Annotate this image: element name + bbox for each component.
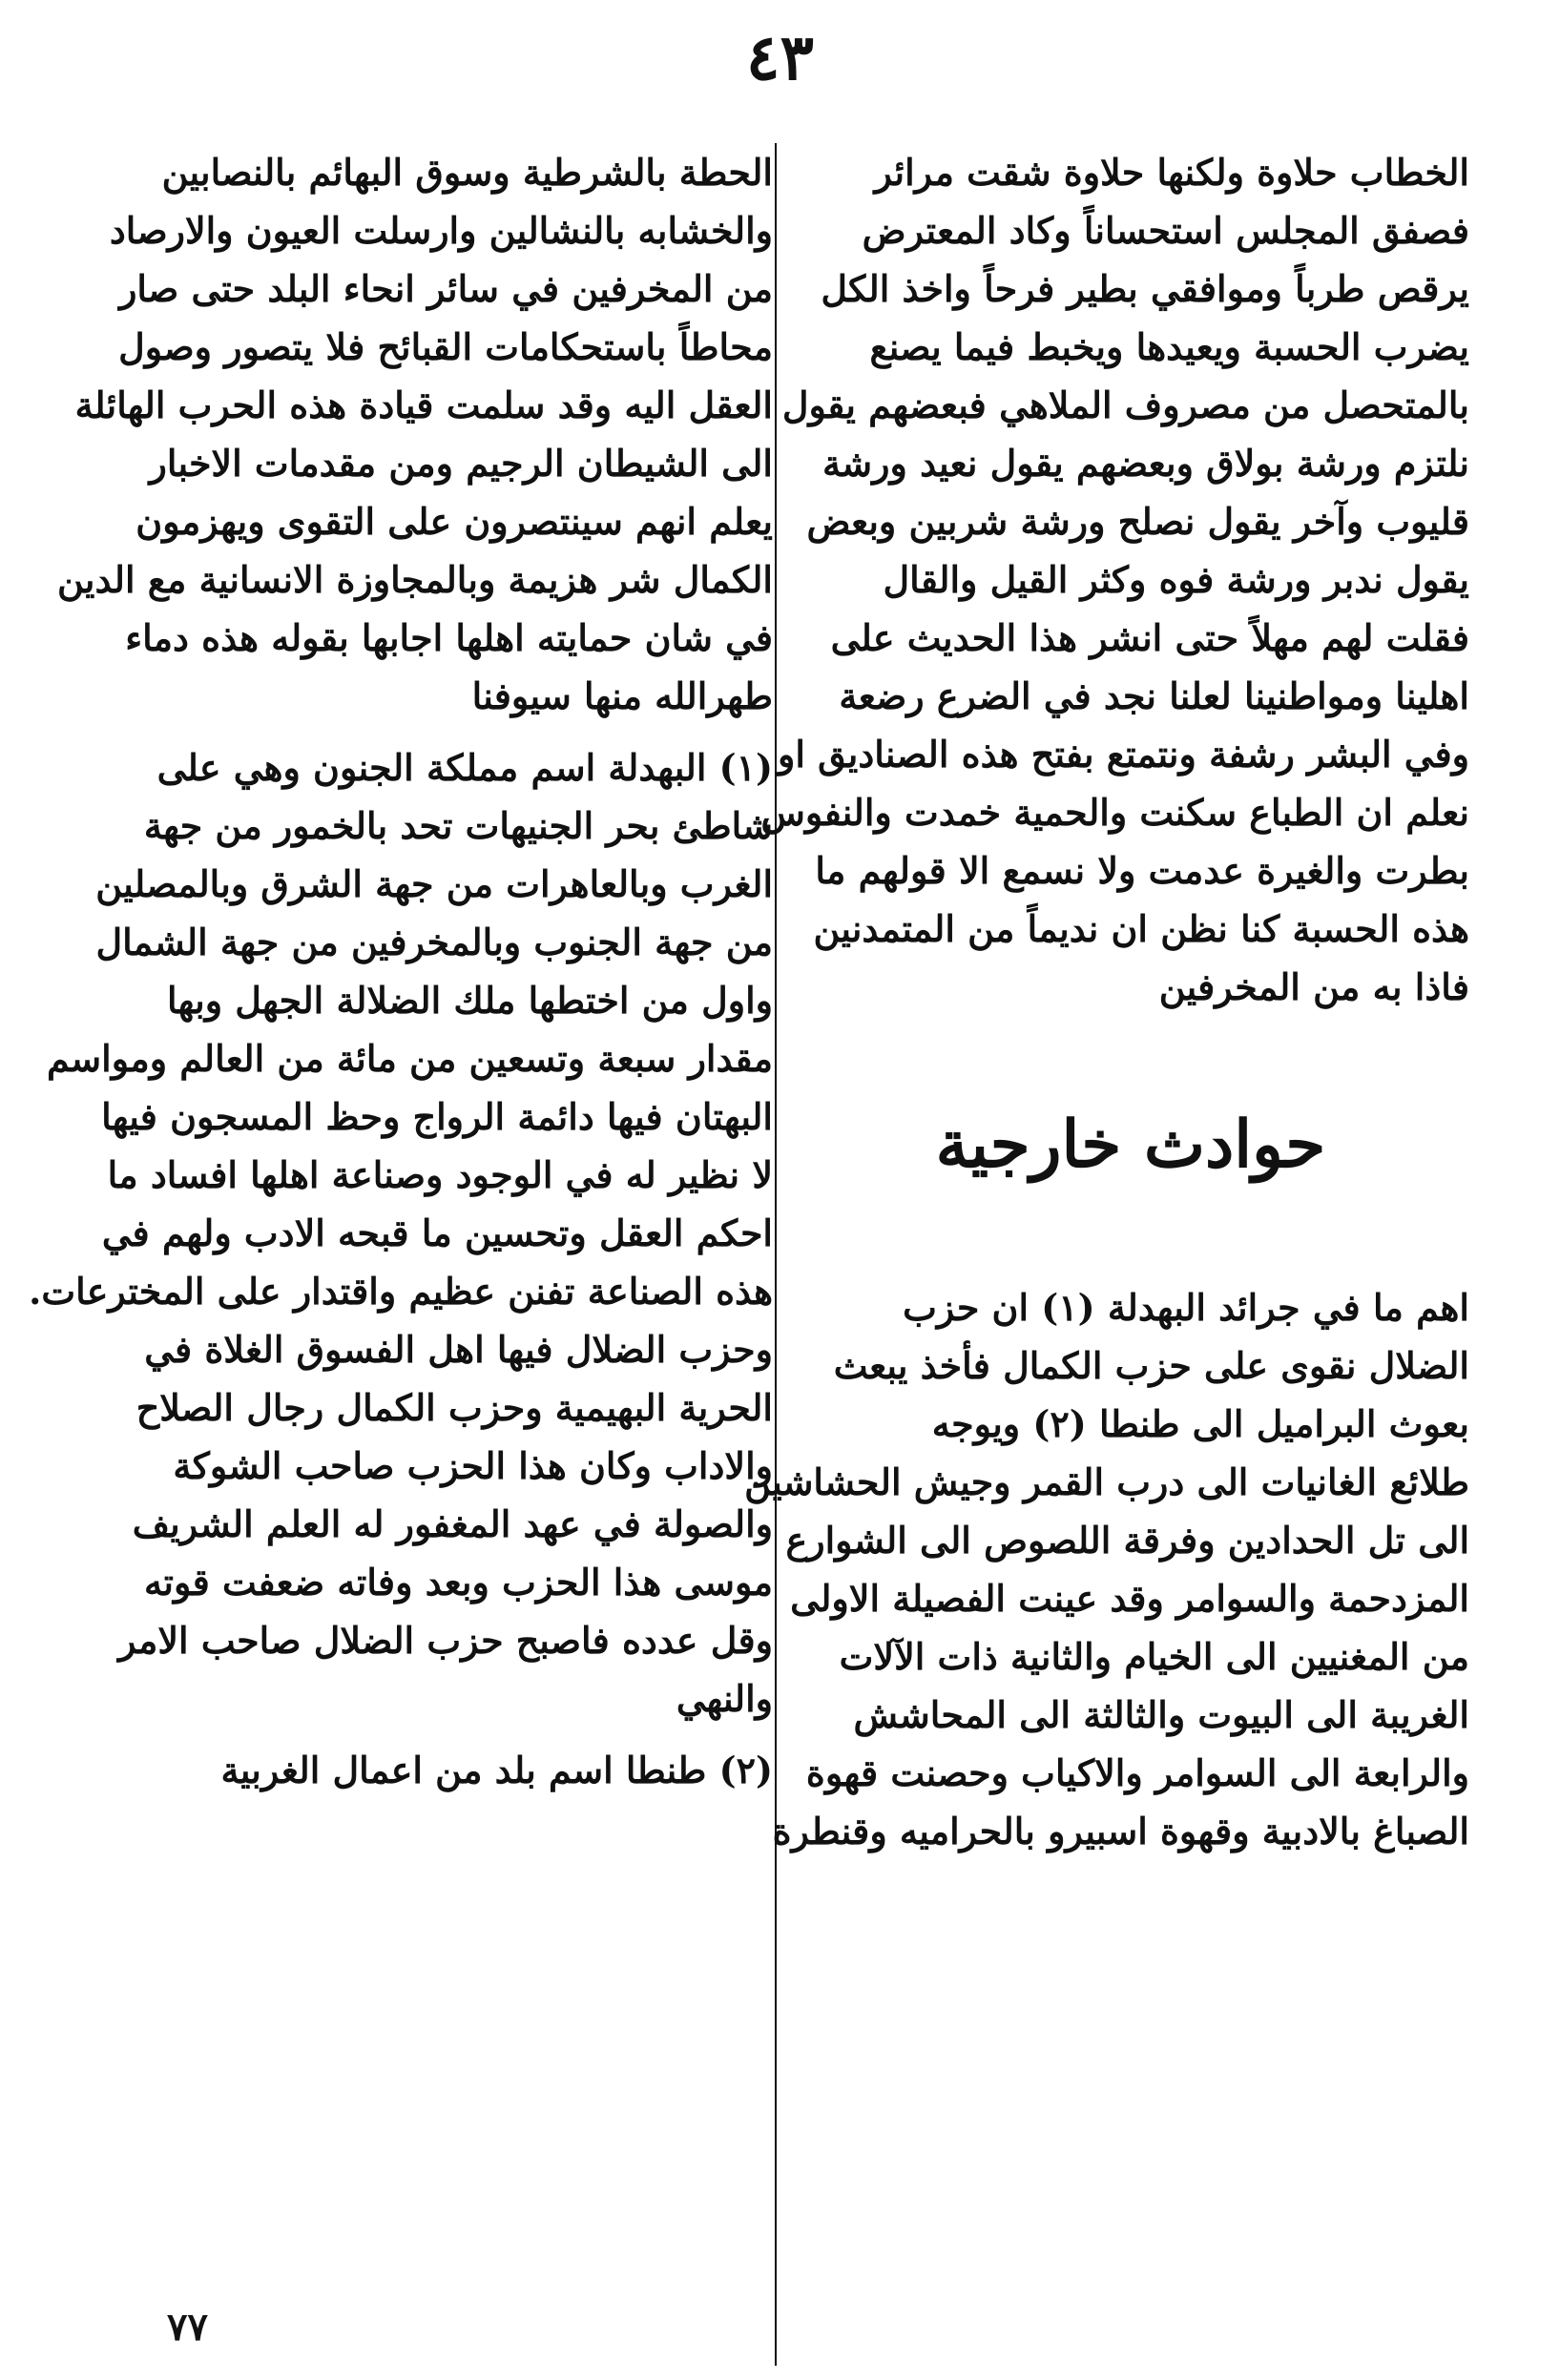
footnote-line: شاطئ بحر الجنيهات تحد بالخمور من جهة <box>143 804 773 847</box>
text-line: والرابعة الى السوامر والاكياب وحصنت قهوة <box>805 1751 1469 1794</box>
text-line: والخشابه بالنشالين وارسلت العيون والارصاد <box>109 209 773 252</box>
signature-number: ٧٧ <box>167 2305 208 2349</box>
footnote-line: (٢) طنطا اسم بلد من اعمال الغربية <box>220 1749 773 1791</box>
text-line: اهلينا ومواطنينا لعلنا نجد في الضرع رضعة <box>839 674 1469 717</box>
text-line: من المخرفين في سائر انحاء البلد حتى صار <box>119 267 773 310</box>
text-line: بعوث البراميل الى طنطا (٢) ويوجه <box>931 1402 1469 1445</box>
footnote-line: وحزب الضلال فيها اهل الفسوق الغلاة في <box>144 1328 773 1371</box>
footnote-line: الغرب وبالعاهرات من جهة الشرق وبالمصلين <box>95 862 773 905</box>
footnote-line: والنهي <box>676 1677 773 1720</box>
footnote-line: هذه الصناعة تفنن عظيم واقتدار على المخترعات. <box>29 1270 773 1313</box>
text-line: فاذا به من المخرفين <box>1158 965 1469 1008</box>
footnote-line: والصولة في عهد المغفور له العلم الشريف <box>132 1502 773 1545</box>
text-line: اهم ما في جرائد البهدلة (١) ان حزب <box>903 1286 1469 1329</box>
footnote-line: وقل عدده فاصبح حزب الضلال صاحب الامر <box>118 1619 773 1662</box>
text-line: قليوب وآخر يقول نصلح ورشة شربين وبعض <box>806 500 1469 543</box>
text-line: الى تل الحدادين وفرقة اللصوص الى الشوارع <box>785 1519 1469 1562</box>
footnote-line: والاداب وكان هذا الحزب صاحب الشوكة <box>173 1444 773 1487</box>
text-line: في شان حمايته اهلها اجابها بقوله هذه دماء <box>125 616 773 659</box>
footnote-line: (١) البهدلة اسم مملكة الجنون وهي على <box>156 746 773 789</box>
right-column <box>744 143 1469 1860</box>
text-line: هذه الحسبة كنا نظن ان نديماً من المتمدنين <box>813 907 1469 950</box>
footnote-line: احكم العقل وتحسين ما قبحه الادب ولهم في <box>101 1211 773 1254</box>
text-line: طلائع الغانيات الى درب القمر وجيش الحشاشين <box>744 1460 1469 1503</box>
text-line: يعلم انهم سينتصرون على التقوى ويهزمون <box>135 500 773 543</box>
footnote-line: مقدار سبعة وتسعين من مائة من العالم ومواسم <box>47 1037 773 1080</box>
text-line: وفي البشر رشفة ونتمتع بفتح هذه الصناديق او <box>777 733 1469 776</box>
text-line: نلتزم ورشة بولاق وبعضهم يقول نعيد ورشة <box>822 442 1469 485</box>
footnote-1 <box>29 738 773 1728</box>
footnote-line: الحرية البهيمية وحزب الكمال رجال الصلاح <box>135 1386 773 1429</box>
page-number: ٤٣ <box>746 20 814 94</box>
footnote-line: موسى هذا الحزب وبعد وفاته ضعفت قوته <box>144 1561 773 1604</box>
text-line: الكمال شر هزيمة وبالمجاوزة الانسانية مع الدين <box>56 558 773 601</box>
footnote-line: من جهة الجنوب وبالمخرفين من جهة الشمال <box>95 921 773 963</box>
text-line: فقلت لهم مهلاً حتى انشر هذا الحديث على <box>830 616 1469 659</box>
text-line: المزدحمة والسوامر وقد عينت الفصيلة الاولى <box>790 1577 1469 1620</box>
text-line: من المغنيين الى الخيام والثانية ذات الآلات <box>839 1635 1469 1678</box>
text-line: الصباغ بالادبية وقهوة اسبيرو بالحراميه وقنطرة <box>772 1810 1469 1852</box>
text-line: طهرالله منها سيوفنا <box>471 674 773 717</box>
text-line: الى الشيطان الرجيم ومن مقدمات الاخبار <box>149 442 773 485</box>
footnote-line: البهتان فيها دائمة الرواج وحظ المسجون فيها <box>101 1095 773 1138</box>
text-line: الخطاب حلاوة ولكنها حلاوة شقت مرائر <box>874 151 1469 194</box>
text-line: العقل اليه وقد سلمت قيادة هذه الحرب الهائلة <box>74 383 773 426</box>
text-line: الضلال نقوى على حزب الكمال فأخذ يبعث <box>833 1344 1469 1387</box>
text-line: الغريبة الى البيوت والثالثة الى المحاشش <box>853 1693 1469 1736</box>
text-line: يضرب الحسبة ويعيدها ويخبط فيما يصنع <box>869 325 1469 368</box>
text-line: يقول ندبر ورشة فوه وكثر القيل والقال <box>883 558 1469 601</box>
text-line: الحطة بالشرطية وسوق البهائم بالنصابين <box>161 151 773 194</box>
footnote-line: لا نظير له في الوجود وصناعة اهلها افساد ما <box>107 1153 773 1196</box>
text-line: فصفق المجلس استحساناً وكاد المعترض <box>862 209 1469 252</box>
text-line: بالمتحصل من مصروف الملاهي فبعضهم يقول <box>781 383 1469 426</box>
section-title: حوادث خارجية <box>935 1107 1326 1183</box>
footnote-line: واول من اختطها ملك الضلالة الجهل وبها <box>167 979 773 1022</box>
text-line: محاطاً باستحكامات القبائح فلا يتصور وصول <box>118 325 773 368</box>
text-line: نعلم ان الطباع سكنت والحمية خمدت والنفوس <box>760 791 1469 834</box>
footnote-2 <box>105 1741 773 1799</box>
text-line: يرقص طرباً وموافقي بطير فرحاً واخذ الكل <box>821 267 1469 310</box>
left-column <box>29 143 773 1799</box>
column-divider <box>775 143 777 2366</box>
text-line: بطرت والغيرة عدمت ولا نسمع الا قولهم ما <box>815 849 1469 892</box>
